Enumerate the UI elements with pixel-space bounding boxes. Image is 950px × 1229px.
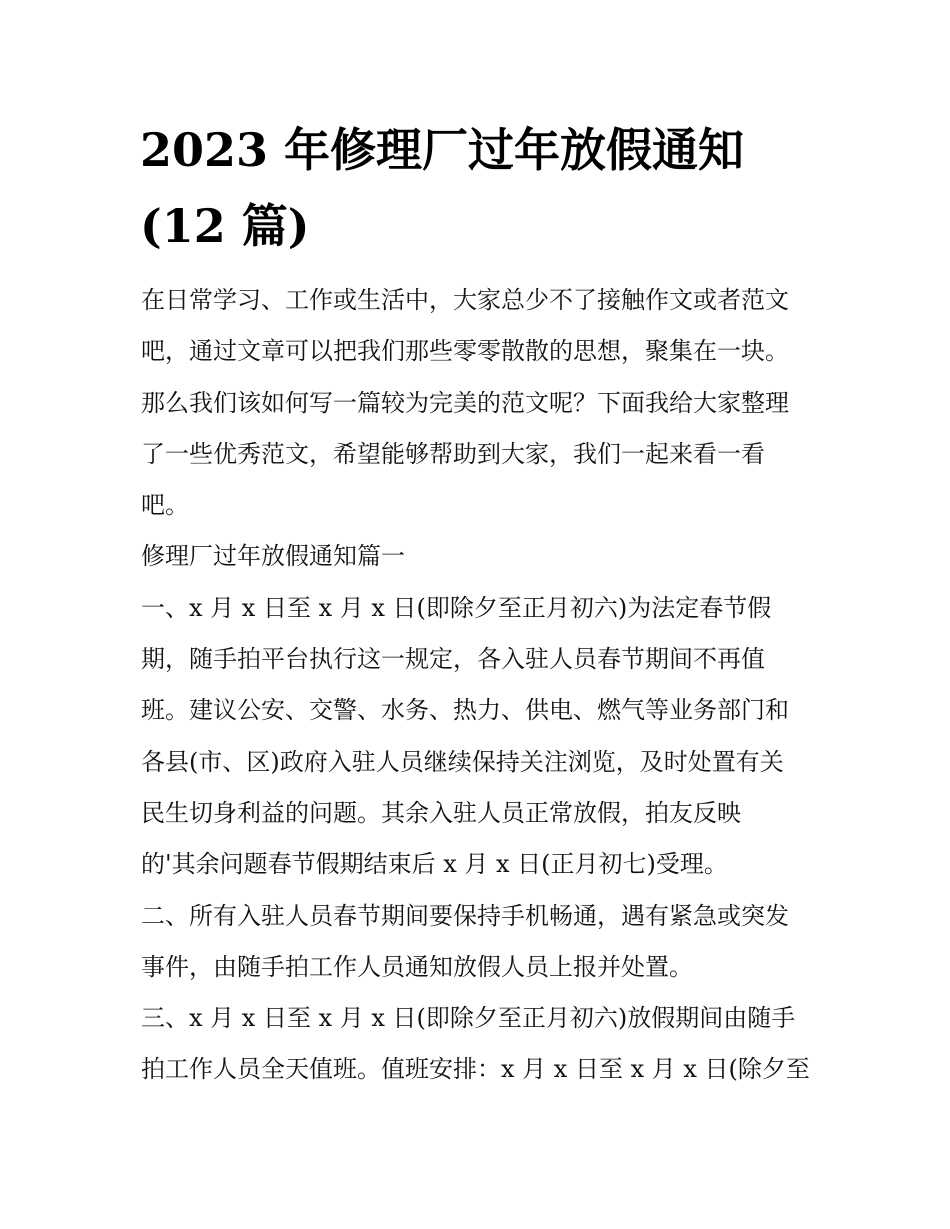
document-body	[141, 275, 831, 1096]
paragraph-line: 民生切身利益的问题。其余入驻人员正常放假，拍友反映	[141, 798, 741, 827]
paragraph-line: 三、x 月 x 日至 x 月 x 日(即除夕至正月初六)放假期间由随手	[141, 1004, 796, 1033]
section-heading: 修理厂过年放假通知篇一	[141, 542, 405, 571]
document-title	[140, 112, 820, 264]
paragraph-line: 二、所有入驻人员春节期间要保持手机畅通，遇有紧急或突发	[141, 901, 789, 930]
title-line: 2023 年修理厂过年放假通知	[140, 123, 745, 177]
title-line: (12 篇)	[140, 199, 310, 253]
paragraph-line: 期，随手拍平台执行这一规定，各入驻人员春节期间不再值	[141, 645, 765, 674]
paragraph-line: 拍工作人员全天值班。值班安排：x 月 x 日至 x 月 x 日(除夕至	[141, 1055, 810, 1084]
paragraph-line: 在日常学习、工作或生活中，大家总少不了接触作文或者范文	[141, 286, 789, 314]
paragraph-line: 那么我们该如何写一篇较为完美的范文呢？下面我给大家整理	[141, 388, 789, 417]
paragraph-line: 了一些优秀范文，希望能够帮助到大家，我们一起来看一看	[141, 439, 765, 468]
paragraph-line: 事件，由随手拍工作人员通知放假人员上报并处置。	[141, 952, 693, 981]
paragraph-line: 班。建议公安、交警、水务、热力、供电、燃气等业务部门和	[141, 696, 789, 725]
paragraph-line: 各县(市、区)政府入驻人员继续保持关注浏览，及时处置有关	[141, 747, 784, 776]
paragraph-line: 的'其余问题春节假期结束后 x 月 x 日(正月初七)受理。	[141, 850, 728, 879]
paragraph-line: 吧，通过文章可以把我们那些零零散散的思想，聚集在一块。	[141, 337, 789, 366]
paragraph-line: 吧。	[141, 491, 189, 520]
paragraph-line: 一、x 月 x 日至 x 月 x 日(即除夕至正月初六)为法定春节假	[141, 593, 772, 622]
